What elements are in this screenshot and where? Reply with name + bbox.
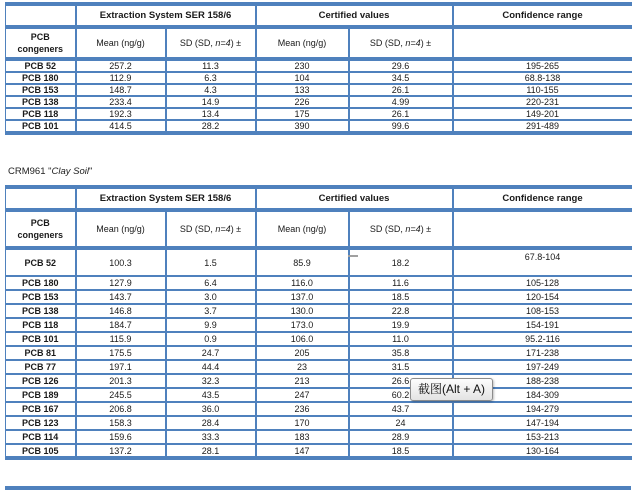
mean-cert-cell: 236: [256, 402, 349, 416]
table-1-body: [6, 59, 632, 133]
mean-ser-header: Mean (ng/g): [76, 210, 166, 248]
mean-ser-cell: 192.3: [76, 108, 166, 120]
confidence-cell: 95.2-116: [453, 332, 632, 346]
sd-ser-cell: 33.3: [166, 430, 256, 444]
group-header-row: [6, 187, 632, 210]
mean-ser-cell: 159.6: [76, 430, 166, 444]
mean-ser-cell: 158.3: [76, 416, 166, 430]
sd-ser-cell: 32.3: [166, 374, 256, 388]
sd-cert-cell: 35.8: [349, 346, 453, 360]
mean-ser-cell: 233.4: [76, 96, 166, 108]
pcb-congeners-header: PCB congeners: [17, 218, 63, 240]
confidence-cell: 105-128: [453, 276, 632, 290]
table-row: [6, 346, 632, 360]
mean-cert-cell: 226: [256, 96, 349, 108]
mean-cert-cell: 175: [256, 108, 349, 120]
table-row: [6, 276, 632, 290]
congener-cell: PCB 114: [22, 432, 59, 442]
pcb-congeners-header: PCB congeners: [17, 32, 63, 54]
table-row: [6, 108, 632, 120]
congener-cell: PCB 81: [24, 348, 56, 358]
mean-cert-cell: 183: [256, 430, 349, 444]
congener-cell: PCB 138: [21, 97, 59, 107]
sd-cert-cell: 19.9: [349, 318, 453, 332]
screenshot-hotkey-tooltip: 截图(Alt + A): [410, 378, 493, 401]
group-header-row: [6, 4, 632, 27]
sd-cert-cell: 18.5: [349, 444, 453, 458]
congener-cell: PCB 153: [21, 292, 59, 302]
table-row: [6, 59, 632, 72]
mean-cert-cell: 133: [256, 84, 349, 96]
table-row: [6, 248, 632, 276]
confidence-range-header: Confidence range: [453, 187, 632, 210]
congener-cell: PCB 123: [21, 418, 59, 428]
results-table-1: [5, 2, 632, 135]
mean-cert-cell: 390: [256, 120, 349, 133]
sd-cert-cell: 11.6: [349, 276, 453, 290]
sd-cert-cell: 26.1: [349, 84, 453, 96]
empty-corner-cell: [6, 4, 76, 27]
congener-cell: PCB 118: [22, 320, 59, 330]
congener-cell: PCB 167: [21, 404, 59, 414]
sd-cert-cell: 99.6: [349, 120, 453, 133]
sd-cert-cell: 22.8: [349, 304, 453, 318]
sd-cert-cell: 26.6: [349, 374, 453, 388]
certified-values-header: Certified values: [256, 4, 453, 27]
sd-cert-cell: 29.6: [349, 59, 453, 72]
table-row: [6, 318, 632, 332]
confidence-range-header: Confidence range: [453, 4, 632, 27]
congener-cell: PCB 180: [21, 73, 59, 83]
confidence-cell: 188-238: [453, 374, 632, 388]
table-row: [6, 96, 632, 108]
certified-values-header: Certified values: [256, 187, 453, 210]
mean-cert-cell: 173.0: [256, 318, 349, 332]
confidence-cell: 110-155: [453, 84, 632, 96]
sd-cert-cell: 34.5: [349, 72, 453, 84]
mean-ser-cell: 414.5: [76, 120, 166, 133]
mean-cert-cell: 106.0: [256, 332, 349, 346]
table-2-body: [6, 248, 632, 458]
results-table-2: [5, 185, 632, 460]
mean-cert-cell: 116.0: [256, 276, 349, 290]
confidence-cell: 154-191: [453, 318, 632, 332]
sd-ser-cell: 0.9: [166, 332, 256, 346]
sd-ser-cell: 28.1: [166, 444, 256, 458]
confidence-cell: 291-489: [453, 120, 632, 133]
mean-ser-cell: 146.8: [76, 304, 166, 318]
congener-cell: PCB 77: [24, 362, 56, 372]
table-row: [6, 304, 632, 318]
mean-cert-cell: 170: [256, 416, 349, 430]
mean-ser-cell: 245.5: [76, 388, 166, 402]
mean-ser-cell: 112.9: [76, 72, 166, 84]
table-row: [6, 430, 632, 444]
confidence-cell: 130-164: [453, 444, 632, 458]
mean-cert-cell: 130.0: [256, 304, 349, 318]
sub-header-row: [6, 27, 632, 59]
table-row: [6, 290, 632, 304]
mean-ser-cell: 148.7: [76, 84, 166, 96]
confidence-empty-subheader: [453, 27, 632, 59]
mean-ser-cell: 197.1: [76, 360, 166, 374]
confidence-cell: 194-279: [453, 402, 632, 416]
mean-ser-cell: 201.3: [76, 374, 166, 388]
sd-cert-cell: 31.5: [349, 360, 453, 374]
sd-cert-cell: 26.1: [349, 108, 453, 120]
confidence-empty-subheader: [453, 210, 632, 248]
mean-cert-header: Mean (ng/g): [256, 27, 349, 59]
sd-ser-cell: 28.2: [166, 120, 256, 133]
sd-ser-cell: 6.3: [166, 72, 256, 84]
sd-ser-cell: 36.0: [166, 402, 256, 416]
mean-cert-cell: 85.9: [256, 248, 349, 276]
confidence-cell: 197-249: [453, 360, 632, 374]
mean-cert-header: Mean (ng/g): [256, 210, 349, 248]
mean-ser-cell: 206.8: [76, 402, 166, 416]
mean-ser-header: Mean (ng/g): [76, 27, 166, 59]
bottom-rule: [5, 486, 631, 490]
sd-ser-cell: 14.9: [166, 96, 256, 108]
sd-cert-cell: 11.0: [349, 332, 453, 346]
congener-cell: PCB 52: [24, 257, 56, 268]
mean-cert-cell: 23: [256, 360, 349, 374]
congener-cell: PCB 126: [21, 376, 59, 386]
sd-ser-cell: 43.5: [166, 388, 256, 402]
table-row: [6, 416, 632, 430]
sd-ser-cell: 1.5: [166, 248, 256, 276]
table-row: [6, 402, 632, 416]
confidence-cell: 184-309: [453, 388, 632, 402]
congener-cell: PCB 118: [22, 109, 59, 119]
table-1-header: [6, 4, 632, 59]
congener-cell: PCB 180: [21, 278, 59, 288]
sd-ser-cell: 13.4: [166, 108, 256, 120]
selection-artifact-handle: [348, 255, 358, 257]
confidence-cell: 195-265: [453, 59, 632, 72]
congener-cell: PCB 101: [21, 121, 59, 131]
crm961-caption: CRM961 "Clay Soil": [8, 166, 93, 177]
mean-ser-cell: 184.7: [76, 318, 166, 332]
sd-ser-cell: 4.3: [166, 84, 256, 96]
sd-ser-header: SD (SD, n=4) ±: [166, 210, 256, 248]
confidence-cell: 67.8-104: [453, 248, 632, 276]
congener-cell: PCB 52: [24, 61, 56, 71]
confidence-cell: 220-231: [453, 96, 632, 108]
extraction-system-header: Extraction System SER 158/6: [76, 4, 256, 27]
mean-cert-cell: 230: [256, 59, 349, 72]
confidence-cell: 108-153: [453, 304, 632, 318]
sd-ser-header: SD (SD, n=4) ±: [166, 27, 256, 59]
sd-ser-cell: 28.4: [166, 416, 256, 430]
sd-ser-cell: 6.4: [166, 276, 256, 290]
confidence-cell: 147-194: [453, 416, 632, 430]
sd-ser-cell: 24.7: [166, 346, 256, 360]
sd-ser-cell: 11.3: [166, 59, 256, 72]
sd-cert-cell: 43.7: [349, 402, 453, 416]
mean-cert-cell: 247: [256, 388, 349, 402]
congener-cell: PCB 105: [21, 445, 59, 456]
mean-ser-cell: 127.9: [76, 276, 166, 290]
congener-cell: PCB 153: [21, 85, 59, 95]
congener-cell: PCB 138: [21, 306, 59, 316]
table-row: [6, 360, 632, 374]
congener-cell: PCB 189: [21, 390, 59, 400]
confidence-cell: 149-201: [453, 108, 632, 120]
sd-cert-cell: 24: [349, 416, 453, 430]
sd-ser-cell: 9.9: [166, 318, 256, 332]
mean-cert-cell: 213: [256, 374, 349, 388]
empty-corner-cell: [6, 187, 76, 210]
table-row: [6, 444, 632, 458]
extraction-system-header: Extraction System SER 158/6: [76, 187, 256, 210]
mean-ser-cell: 100.3: [76, 248, 166, 276]
mean-cert-cell: 205: [256, 346, 349, 360]
sd-cert-cell: 18.2: [349, 248, 453, 276]
mean-cert-cell: 147: [256, 444, 349, 458]
table-row: [6, 72, 632, 84]
sd-cert-header: SD (SD, n=4) ±: [349, 27, 453, 59]
confidence-cell: 120-154: [453, 290, 632, 304]
table-row: [6, 84, 632, 96]
table-row: [6, 388, 632, 402]
table-row: [6, 120, 632, 133]
sd-ser-cell: 3.0: [166, 290, 256, 304]
table-row: [6, 374, 632, 388]
sd-cert-header: SD (SD, n=4) ±: [349, 210, 453, 248]
sd-cert-cell: 4.99: [349, 96, 453, 108]
mean-ser-cell: 257.2: [76, 59, 166, 72]
sd-cert-cell: 60.2: [349, 388, 453, 402]
mean-cert-cell: 104: [256, 72, 349, 84]
congener-cell: PCB 101: [21, 334, 59, 344]
sd-cert-cell: 28.9: [349, 430, 453, 444]
table-row: [6, 332, 632, 346]
confidence-cell: 171-238: [453, 346, 632, 360]
mean-ser-cell: 137.2: [76, 444, 166, 458]
mean-ser-cell: 115.9: [76, 332, 166, 346]
confidence-cell: 153-213: [453, 430, 632, 444]
mean-cert-cell: 137.0: [256, 290, 349, 304]
sd-ser-cell: 44.4: [166, 360, 256, 374]
sd-cert-cell: 18.5: [349, 290, 453, 304]
confidence-cell: 68.8-138: [453, 72, 632, 84]
sub-header-row: [6, 210, 632, 248]
table-2-header: [6, 187, 632, 248]
mean-ser-cell: 175.5: [76, 346, 166, 360]
sd-ser-cell: 3.7: [166, 304, 256, 318]
mean-ser-cell: 143.7: [76, 290, 166, 304]
selection-artifact-gap: [351, 250, 359, 254]
